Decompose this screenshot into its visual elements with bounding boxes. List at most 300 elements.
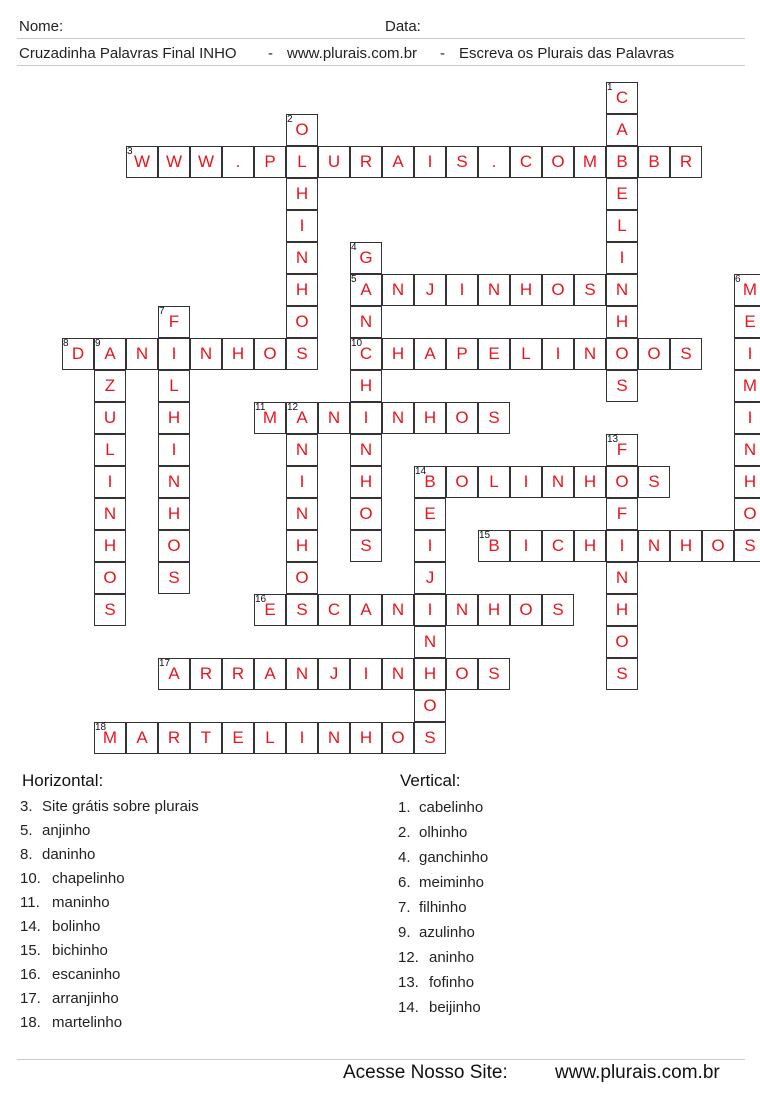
grid-cell[interactable] bbox=[734, 370, 760, 402]
cell-letter: C bbox=[327, 600, 341, 619]
grid-cell[interactable] bbox=[734, 498, 760, 530]
grid-cell[interactable] bbox=[190, 338, 222, 370]
cell-letter: M bbox=[262, 408, 278, 427]
cell-letter: H bbox=[615, 312, 629, 331]
grid-cell[interactable] bbox=[414, 690, 446, 722]
horizontal-clue-number: 18. bbox=[20, 1014, 41, 1031]
grid-cell[interactable] bbox=[286, 466, 318, 498]
grid-cell[interactable] bbox=[222, 722, 254, 754]
vertical-clue-number: 6. bbox=[398, 874, 411, 891]
grid-cell[interactable] bbox=[606, 338, 638, 370]
cell-letter: N bbox=[295, 440, 309, 459]
grid-cell[interactable] bbox=[350, 306, 382, 338]
grid-cell[interactable] bbox=[286, 594, 318, 626]
grid-cell[interactable] bbox=[222, 338, 254, 370]
grid-cell[interactable] bbox=[478, 658, 510, 690]
grid-cell[interactable] bbox=[350, 146, 382, 178]
grid-cell[interactable] bbox=[158, 434, 190, 466]
grid-cell[interactable] bbox=[414, 274, 446, 306]
grid-cell[interactable] bbox=[414, 562, 446, 594]
grid-cell[interactable] bbox=[446, 466, 478, 498]
horizontal-clue-number: 8. bbox=[20, 846, 33, 863]
grid-cell[interactable] bbox=[606, 114, 638, 146]
vertical-clue-text: ganchinho bbox=[419, 849, 489, 866]
horizontal-clue-text: chapelinho bbox=[52, 870, 125, 887]
grid-cell[interactable] bbox=[318, 722, 350, 754]
cell-letter: I bbox=[427, 152, 433, 171]
cell-letter: S bbox=[552, 600, 564, 619]
cell-letter: H bbox=[359, 728, 373, 747]
cell-letter: O bbox=[359, 504, 373, 523]
grid-cell[interactable] bbox=[254, 146, 286, 178]
cell-letter: N bbox=[615, 568, 629, 587]
grid-cell[interactable] bbox=[350, 498, 382, 530]
cell-letter: S bbox=[584, 280, 596, 299]
vertical-clue-text: cabelinho bbox=[419, 799, 484, 816]
grid-cell[interactable] bbox=[350, 594, 382, 626]
cell-letter: L bbox=[265, 728, 275, 747]
grid-cell[interactable] bbox=[158, 466, 190, 498]
clue-number: 6 bbox=[735, 274, 741, 285]
clue-number: 2 bbox=[287, 114, 293, 125]
cell-letter: H bbox=[615, 600, 629, 619]
cell-letter: I bbox=[555, 344, 561, 363]
cell-letter: N bbox=[295, 664, 309, 683]
grid-cell[interactable] bbox=[638, 466, 670, 498]
grid-cell[interactable] bbox=[318, 146, 350, 178]
grid-cell[interactable] bbox=[510, 146, 542, 178]
clue-number: 1 bbox=[607, 82, 613, 93]
horizontal-clue-number: 17. bbox=[20, 990, 41, 1007]
cell-letter: H bbox=[583, 472, 597, 491]
grid-cell[interactable] bbox=[574, 146, 606, 178]
cell-letter: H bbox=[423, 664, 437, 683]
cell-letter: I bbox=[299, 472, 305, 491]
vertical-clue-number: 4. bbox=[398, 849, 411, 866]
cell-letter: H bbox=[359, 376, 373, 395]
horizontal-clue-number: 16. bbox=[20, 966, 41, 983]
grid-cell[interactable] bbox=[126, 338, 158, 370]
grid-cell[interactable] bbox=[510, 530, 542, 562]
grid-cell[interactable] bbox=[158, 146, 190, 178]
cell-letter: B bbox=[616, 152, 628, 171]
clue-number: 17 bbox=[159, 658, 171, 669]
grid-cell[interactable] bbox=[510, 338, 542, 370]
grid-cell[interactable] bbox=[382, 146, 414, 178]
cell-letter: . bbox=[491, 152, 497, 171]
grid-cell[interactable] bbox=[414, 722, 446, 754]
cell-letter: I bbox=[747, 344, 753, 363]
cell-letter: A bbox=[136, 728, 148, 747]
grid-cell[interactable] bbox=[734, 466, 760, 498]
grid-cell[interactable] bbox=[286, 434, 318, 466]
grid-cell[interactable] bbox=[222, 658, 254, 690]
clue-number: 15 bbox=[479, 530, 491, 541]
grid-cell[interactable] bbox=[350, 370, 382, 402]
cell-letter: O bbox=[263, 344, 277, 363]
clue-number: 12 bbox=[287, 402, 299, 413]
cell-letter: N bbox=[199, 344, 213, 363]
clue-number: 4 bbox=[351, 242, 357, 253]
cell-letter: H bbox=[359, 472, 373, 491]
cell-letter: H bbox=[231, 344, 245, 363]
grid-cell[interactable] bbox=[414, 402, 446, 434]
cell-letter: Z bbox=[104, 376, 116, 395]
clue-number: 18 bbox=[95, 722, 107, 733]
cell-letter: I bbox=[427, 600, 433, 619]
cell-letter: S bbox=[424, 728, 436, 747]
grid-cell[interactable] bbox=[542, 594, 574, 626]
grid-cell[interactable] bbox=[606, 626, 638, 658]
grid-cell[interactable] bbox=[158, 722, 190, 754]
cell-letter: I bbox=[523, 536, 529, 555]
cell-letter: A bbox=[360, 280, 372, 299]
cell-letter: I bbox=[363, 408, 369, 427]
grid-cell[interactable] bbox=[158, 498, 190, 530]
vertical-clue-text: azulinho bbox=[419, 924, 475, 941]
cell-letter: H bbox=[167, 504, 181, 523]
grid-cell[interactable] bbox=[542, 466, 574, 498]
grid-cell[interactable] bbox=[286, 242, 318, 274]
grid-cell[interactable] bbox=[318, 594, 350, 626]
cell-letter: O bbox=[647, 344, 661, 363]
cell-letter: I bbox=[107, 472, 113, 491]
cell-letter: O bbox=[455, 408, 469, 427]
grid-cell[interactable] bbox=[94, 402, 126, 434]
grid-cell[interactable] bbox=[286, 722, 318, 754]
grid-cell[interactable] bbox=[382, 338, 414, 370]
grid-cell[interactable] bbox=[350, 658, 382, 690]
cell-letter: O bbox=[615, 632, 629, 651]
horizontal-clue-text: escaninho bbox=[52, 966, 121, 983]
grid-cell[interactable] bbox=[222, 146, 254, 178]
cell-letter: R bbox=[199, 664, 213, 683]
grid-cell[interactable] bbox=[542, 274, 574, 306]
clue-number: 10 bbox=[351, 338, 363, 349]
cell-letter: S bbox=[360, 536, 372, 555]
cell-letter: D bbox=[71, 344, 85, 363]
grid-cell[interactable] bbox=[382, 594, 414, 626]
cell-letter: M bbox=[102, 728, 118, 747]
cell-letter: I bbox=[171, 344, 177, 363]
grid-cell[interactable] bbox=[638, 338, 670, 370]
cell-letter: L bbox=[169, 376, 179, 395]
cell-letter: A bbox=[392, 152, 404, 171]
horizontal-clue-number: 5. bbox=[20, 822, 33, 839]
grid-cell[interactable] bbox=[606, 306, 638, 338]
horizontal-clue-number: 3. bbox=[20, 798, 33, 815]
vertical-clue-text: aninho bbox=[429, 949, 475, 966]
grid-cell[interactable] bbox=[734, 530, 760, 562]
grid-cell[interactable] bbox=[350, 466, 382, 498]
grid-cell[interactable] bbox=[286, 306, 318, 338]
grid-cell[interactable] bbox=[158, 562, 190, 594]
cell-letter: I bbox=[459, 280, 465, 299]
vertical-clue-text: filhinho bbox=[419, 899, 467, 916]
grid-cell[interactable] bbox=[606, 274, 638, 306]
grid-cell[interactable] bbox=[606, 146, 638, 178]
cell-letter: N bbox=[391, 408, 405, 427]
grid-cell[interactable] bbox=[414, 498, 446, 530]
cell-letter: I bbox=[299, 728, 305, 747]
grid-cell[interactable] bbox=[158, 370, 190, 402]
cell-letter: O bbox=[615, 344, 629, 363]
grid-cell[interactable] bbox=[286, 274, 318, 306]
vertical-clue-number: 12. bbox=[398, 949, 419, 966]
vertical-clue-number: 14. bbox=[398, 999, 419, 1016]
cell-letter: R bbox=[231, 664, 245, 683]
cell-letter: I bbox=[427, 536, 433, 555]
grid-cell[interactable] bbox=[286, 178, 318, 210]
cell-letter: N bbox=[135, 344, 149, 363]
grid-cell[interactable] bbox=[478, 338, 510, 370]
grid-cell[interactable] bbox=[542, 338, 574, 370]
grid-cell[interactable] bbox=[190, 146, 222, 178]
cell-letter: B bbox=[424, 472, 436, 491]
grid-cell[interactable] bbox=[414, 338, 446, 370]
grid-cell[interactable] bbox=[670, 146, 702, 178]
cell-letter: N bbox=[167, 472, 181, 491]
grid-cell[interactable] bbox=[606, 658, 638, 690]
grid-cell[interactable] bbox=[446, 594, 478, 626]
grid-cell[interactable] bbox=[94, 530, 126, 562]
grid-cell[interactable] bbox=[670, 530, 702, 562]
horizontal-clue-number: 10. bbox=[20, 870, 41, 887]
grid-cell[interactable] bbox=[702, 530, 734, 562]
grid-cell[interactable] bbox=[94, 562, 126, 594]
horizontal-heading: Horizontal: bbox=[22, 771, 104, 790]
grid-cell[interactable] bbox=[606, 498, 638, 530]
grid-cell[interactable] bbox=[606, 594, 638, 626]
cell-letter: L bbox=[521, 344, 531, 363]
footer-site: www.plurais.com.br bbox=[555, 1062, 720, 1083]
grid-cell[interactable] bbox=[158, 338, 190, 370]
grid-cell[interactable] bbox=[190, 658, 222, 690]
cell-letter: S bbox=[648, 472, 660, 491]
cell-letter: O bbox=[551, 152, 565, 171]
grid-cell[interactable] bbox=[446, 274, 478, 306]
cell-letter: O bbox=[743, 504, 757, 523]
grid-cell[interactable] bbox=[350, 434, 382, 466]
grid-cell[interactable] bbox=[286, 498, 318, 530]
grid-cell[interactable] bbox=[286, 562, 318, 594]
grid-cell[interactable] bbox=[478, 466, 510, 498]
grid-cell[interactable] bbox=[510, 594, 542, 626]
grid-cell[interactable] bbox=[94, 434, 126, 466]
horizontal-clue-number: 15. bbox=[20, 942, 41, 959]
cell-letter: N bbox=[583, 344, 597, 363]
grid-cell[interactable] bbox=[446, 658, 478, 690]
cell-letter: M bbox=[742, 280, 758, 299]
horizontal-clue-text: Site grátis sobre plurais bbox=[42, 798, 199, 815]
cell-letter: O bbox=[551, 280, 565, 299]
grid-cell[interactable] bbox=[254, 658, 286, 690]
grid-cell[interactable] bbox=[286, 146, 318, 178]
grid-cell[interactable] bbox=[574, 466, 606, 498]
cell-letter: H bbox=[519, 280, 533, 299]
grid-cell[interactable] bbox=[542, 530, 574, 562]
grid-cell[interactable] bbox=[478, 274, 510, 306]
grid-cell[interactable] bbox=[446, 146, 478, 178]
cell-letter: U bbox=[103, 408, 117, 427]
vertical-clue-number: 1. bbox=[398, 799, 411, 816]
grid-cell[interactable] bbox=[734, 306, 760, 338]
cell-letter: L bbox=[105, 440, 115, 459]
cell-letter: N bbox=[103, 504, 117, 523]
subtitle-site: www.plurais.com.br bbox=[287, 45, 418, 62]
cell-letter: L bbox=[617, 216, 627, 235]
subtitle-separator: - bbox=[268, 45, 273, 62]
grid-cell[interactable] bbox=[574, 530, 606, 562]
cell-letter: . bbox=[235, 152, 241, 171]
cell-letter: H bbox=[679, 536, 693, 555]
cell-letter: S bbox=[616, 664, 628, 683]
grid-cell[interactable] bbox=[734, 434, 760, 466]
grid-cell[interactable] bbox=[574, 338, 606, 370]
grid-cell[interactable] bbox=[318, 402, 350, 434]
horizontal-clue-text: martelinho bbox=[52, 1014, 123, 1031]
grid-cell[interactable] bbox=[414, 146, 446, 178]
cell-letter: H bbox=[391, 344, 405, 363]
grid-cell[interactable] bbox=[414, 626, 446, 658]
cell-letter: N bbox=[551, 472, 565, 491]
cell-letter: N bbox=[743, 440, 757, 459]
cell-letter: T bbox=[200, 728, 212, 747]
cell-letter: B bbox=[648, 152, 660, 171]
cell-letter: I bbox=[171, 440, 177, 459]
grid-cell[interactable] bbox=[542, 146, 574, 178]
grid-cell[interactable] bbox=[606, 562, 638, 594]
grid-cell[interactable] bbox=[606, 466, 638, 498]
cell-letter: S bbox=[168, 568, 180, 587]
grid-cell[interactable] bbox=[478, 402, 510, 434]
grid-cell[interactable] bbox=[382, 658, 414, 690]
cell-letter: I bbox=[747, 408, 753, 427]
vertical-clue-number: 9. bbox=[398, 924, 411, 941]
cell-letter: O bbox=[391, 728, 405, 747]
grid-cell[interactable] bbox=[734, 402, 760, 434]
grid-cell[interactable] bbox=[446, 338, 478, 370]
cell-letter: N bbox=[295, 504, 309, 523]
grid-cell[interactable] bbox=[510, 274, 542, 306]
cell-letter: N bbox=[327, 728, 341, 747]
grid-cell[interactable] bbox=[382, 402, 414, 434]
grid-cell[interactable] bbox=[286, 530, 318, 562]
grid-cell[interactable] bbox=[478, 594, 510, 626]
cell-letter: E bbox=[264, 600, 276, 619]
grid-cell[interactable] bbox=[94, 370, 126, 402]
grid-cell[interactable] bbox=[318, 658, 350, 690]
cell-letter: I bbox=[299, 216, 305, 235]
grid-cell[interactable] bbox=[94, 466, 126, 498]
grid-cell[interactable] bbox=[446, 402, 478, 434]
cell-letter: W bbox=[197, 152, 215, 171]
grid-cell[interactable] bbox=[606, 370, 638, 402]
cell-letter: A bbox=[616, 120, 628, 139]
cell-letter: O bbox=[167, 536, 181, 555]
grid-cell[interactable] bbox=[94, 498, 126, 530]
cell-letter: E bbox=[488, 344, 500, 363]
grid-cell[interactable] bbox=[414, 594, 446, 626]
grid-cell[interactable] bbox=[414, 658, 446, 690]
grid-cell[interactable] bbox=[286, 210, 318, 242]
grid-cell[interactable] bbox=[158, 402, 190, 434]
date-label: Data: bbox=[385, 18, 421, 35]
grid-cell[interactable] bbox=[350, 530, 382, 562]
grid-cell[interactable] bbox=[254, 722, 286, 754]
cell-letter: B bbox=[488, 536, 500, 555]
cell-letter: E bbox=[424, 504, 436, 523]
grid-cell[interactable] bbox=[606, 210, 638, 242]
cell-letter: S bbox=[296, 600, 308, 619]
grid-cell[interactable] bbox=[286, 658, 318, 690]
cell-letter: F bbox=[168, 312, 180, 331]
cell-letter: J bbox=[425, 280, 435, 299]
clue-number: 16 bbox=[255, 594, 267, 605]
grid-cell[interactable] bbox=[254, 338, 286, 370]
vertical-clue-number: 2. bbox=[398, 824, 411, 841]
grid-cell[interactable] bbox=[350, 402, 382, 434]
cell-letter: S bbox=[104, 600, 116, 619]
grid-cell[interactable] bbox=[190, 722, 222, 754]
grid-cell[interactable] bbox=[606, 530, 638, 562]
horizontal-clue-text: bolinho bbox=[52, 918, 101, 935]
cell-letter: A bbox=[168, 664, 180, 683]
cell-letter: A bbox=[264, 664, 276, 683]
cell-letter: M bbox=[742, 376, 758, 395]
cell-letter: O bbox=[711, 536, 725, 555]
cell-letter: M bbox=[582, 152, 598, 171]
grid-cell[interactable] bbox=[606, 242, 638, 274]
cell-letter: N bbox=[423, 632, 437, 651]
cell-letter: C bbox=[359, 344, 373, 363]
grid-cell[interactable] bbox=[478, 146, 510, 178]
clue-number: 9 bbox=[95, 338, 101, 349]
cell-letter: I bbox=[619, 248, 625, 267]
horizontal-clue-text: maninho bbox=[52, 894, 110, 911]
grid-cell[interactable] bbox=[638, 146, 670, 178]
grid-cell[interactable] bbox=[94, 594, 126, 626]
cell-letter: O bbox=[455, 664, 469, 683]
cell-letter: O bbox=[423, 696, 437, 715]
grid-cell[interactable] bbox=[158, 530, 190, 562]
cell-letter: O bbox=[295, 568, 309, 587]
grid-cell[interactable] bbox=[286, 338, 318, 370]
subtitle-separator: - bbox=[440, 45, 445, 62]
grid-cell[interactable] bbox=[638, 530, 670, 562]
grid-cell[interactable] bbox=[382, 722, 414, 754]
cell-letter: C bbox=[615, 88, 629, 107]
grid-cell[interactable] bbox=[382, 274, 414, 306]
grid-cell[interactable] bbox=[350, 722, 382, 754]
clue-number: 7 bbox=[159, 306, 165, 317]
grid-cell[interactable] bbox=[510, 466, 542, 498]
horizontal-clue-text: bichinho bbox=[52, 942, 108, 959]
cell-letter: H bbox=[295, 280, 309, 299]
cell-letter: E bbox=[744, 312, 756, 331]
grid-cell[interactable] bbox=[606, 178, 638, 210]
cell-letter: N bbox=[359, 440, 373, 459]
cell-letter: O bbox=[103, 568, 117, 587]
grid-cell[interactable] bbox=[734, 338, 760, 370]
grid-cell[interactable] bbox=[670, 338, 702, 370]
cell-letter: H bbox=[167, 408, 181, 427]
grid-cell[interactable] bbox=[126, 722, 158, 754]
grid-cell[interactable] bbox=[574, 274, 606, 306]
grid-cell[interactable] bbox=[414, 530, 446, 562]
cell-letter: P bbox=[456, 344, 468, 363]
cell-letter: N bbox=[327, 408, 341, 427]
